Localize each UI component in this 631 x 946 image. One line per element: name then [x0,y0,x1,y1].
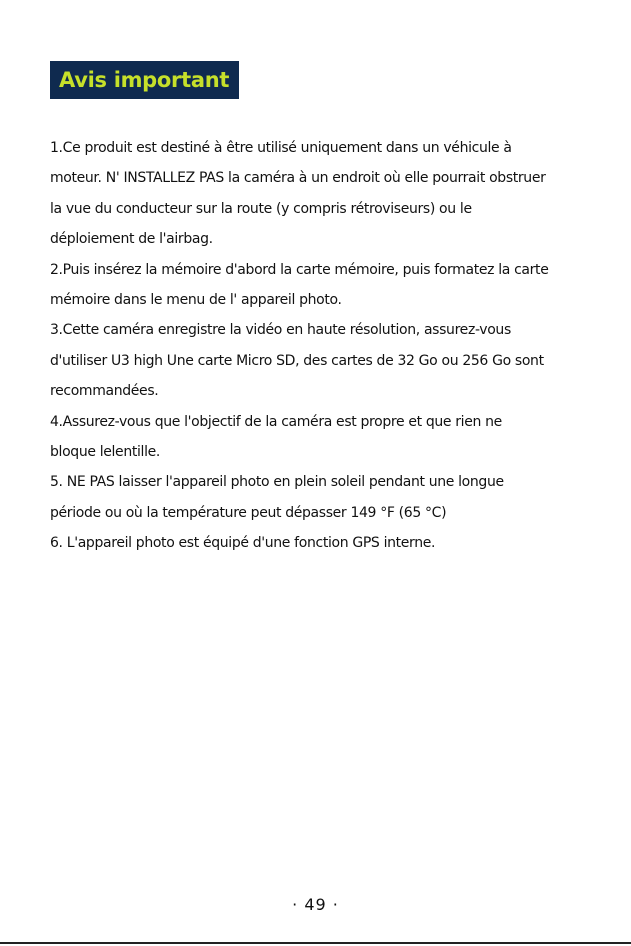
notice-line: période ou où la température peut dépasser 149 °F (65 °C) [50,504,447,521]
heading-banner [50,61,239,99]
notice-line: recommandées. [50,383,159,400]
notice-body [50,133,598,558]
notice-line: 3.Cette caméra enregistre la vidéo en haute résolution, assurez-vous [50,322,511,339]
notice-line: moteur. N' INSTALLEZ PAS la caméra à un endroit où elle pourrait obstruer [50,170,546,187]
notice-line: mémoire dans le menu de l' appareil photo. [50,291,342,308]
notice-line: déploiement de l'airbag. [50,231,213,248]
notice-line: bloque lelentille. [50,443,160,460]
bottom-divider [0,942,631,944]
page-number: · 49 · [292,895,339,914]
notice-line: d'utiliser U3 high Une carte Micro SD, des cartes de 32 Go ou 256 Go sont [50,352,544,369]
notice-line: 5. NE PAS laisser l'appareil photo en plein soleil pendant une longue [50,474,504,491]
notice-line: 2.Puis insérez la mémoire d'abord la carte mémoire, puis formatez la carte [50,261,549,278]
page-title: Avis important [59,68,230,92]
notice-line: 4.Assurez-vous que l'objectif de la caméra est propre et que rien ne [50,413,502,430]
notice-line: la vue du conducteur sur la route (y compris rétroviseurs) ou le [50,200,472,217]
notice-line: 6. L'appareil photo est équipé d'une fonction GPS interne. [50,535,436,552]
notice-line: 1.Ce produit est destiné à être utilisé uniquement dans un véhicule à [50,140,512,156]
